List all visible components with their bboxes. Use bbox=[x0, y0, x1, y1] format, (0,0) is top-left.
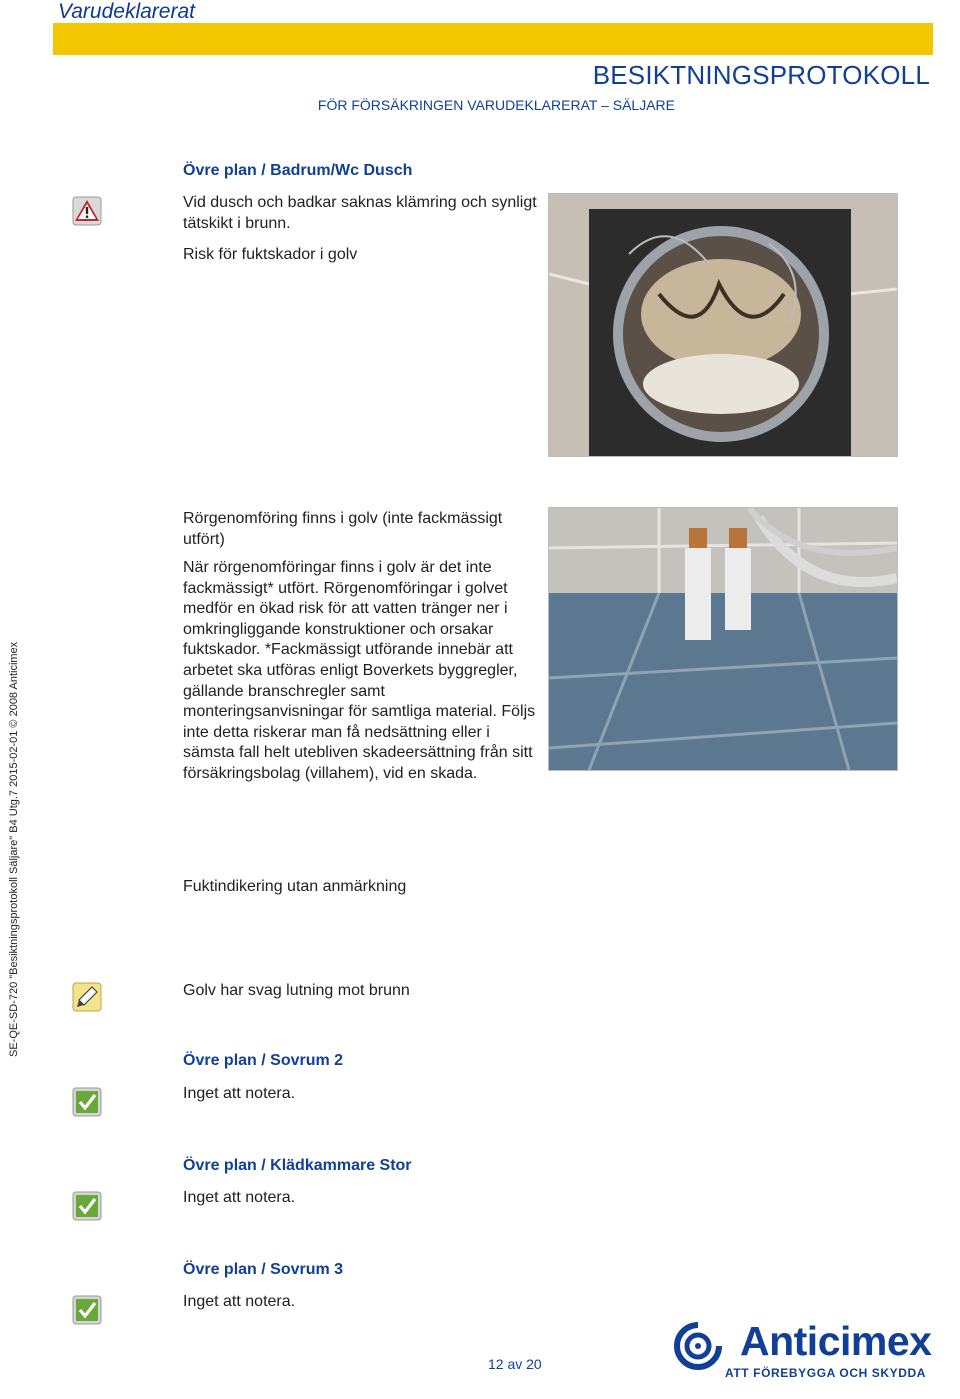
bedroom3-note: Inget att notera. bbox=[183, 1293, 296, 1310]
document-title: BESIKTNINGSPROTOKOLL bbox=[592, 60, 930, 90]
drain-photo bbox=[548, 193, 898, 457]
pipes-title: Rörgenomföring finns i golv (inte fackmässigt utfört) bbox=[183, 510, 503, 548]
bathroom-risk: Risk för fuktskador i golv bbox=[183, 246, 358, 263]
pipes-description: När rörgenomföringar finns i golv är det inte fackmässigt* utfört. Rörgenomföringar i golvet medför en ökad risk för att vatten tränger ner i omkringliggande konstruktioner och orsakar fuktskador. *Fackmässigt utförande innebär att arbetet ska utföras enligt Boverkets byggregler, gällande branschregler samt monteringsanvisningar för samtliga material. Följs inte detta riskerar man få nedsättning eller i sämsta fall helt utebliven skadeersättning från sitt försäkringsbolag (villahem), vid en skada. bbox=[183, 559, 536, 782]
slope-note: Golv har svag lutning mot brunn bbox=[183, 982, 410, 999]
check-icon bbox=[72, 1295, 102, 1325]
check-icon bbox=[72, 1191, 102, 1221]
pipe-photo bbox=[548, 507, 898, 771]
header-bar bbox=[53, 23, 933, 55]
document-subtitle: FÖR FÖRSÄKRINGEN VARUDEKLARERAT – SÄLJARE bbox=[317, 97, 675, 113]
anticimex-tagline: ATT FÖREBYGGA OCH SKYDDA bbox=[725, 1366, 927, 1380]
bathroom-finding: Vid dusch och badkar saknas klämring och synligt tätskikt i brunn. bbox=[183, 194, 537, 232]
moisture-note: Fuktindikering utan anmärkning bbox=[183, 878, 407, 895]
brand-title: Varudeklarerat bbox=[58, 0, 195, 23]
page-number: 12 av 20 bbox=[488, 1356, 542, 1372]
warning-icon bbox=[72, 196, 102, 226]
section-heading-closet: Övre plan / Klädkammare Stor bbox=[183, 1157, 412, 1174]
document-reference: SE-QE-SD-720 "Besiktningsprotokoll Säljare" B4 Utg.7 2015-02-01 © 2008 Anticimex bbox=[8, 641, 20, 1057]
anticimex-logo-text: Anticimex bbox=[740, 1318, 932, 1364]
closet-note: Inget att notera. bbox=[183, 1189, 296, 1206]
anticimex-logo-icon bbox=[668, 1322, 734, 1372]
check-icon bbox=[72, 1087, 102, 1117]
pencil-icon bbox=[72, 982, 102, 1012]
bedroom2-note: Inget att notera. bbox=[183, 1085, 296, 1102]
section-heading-bathroom: Övre plan / Badrum/Wc Dusch bbox=[183, 162, 413, 179]
section-heading-bedroom2: Övre plan / Sovrum 2 bbox=[183, 1052, 344, 1069]
section-heading-bedroom3: Övre plan / Sovrum 3 bbox=[183, 1261, 344, 1278]
